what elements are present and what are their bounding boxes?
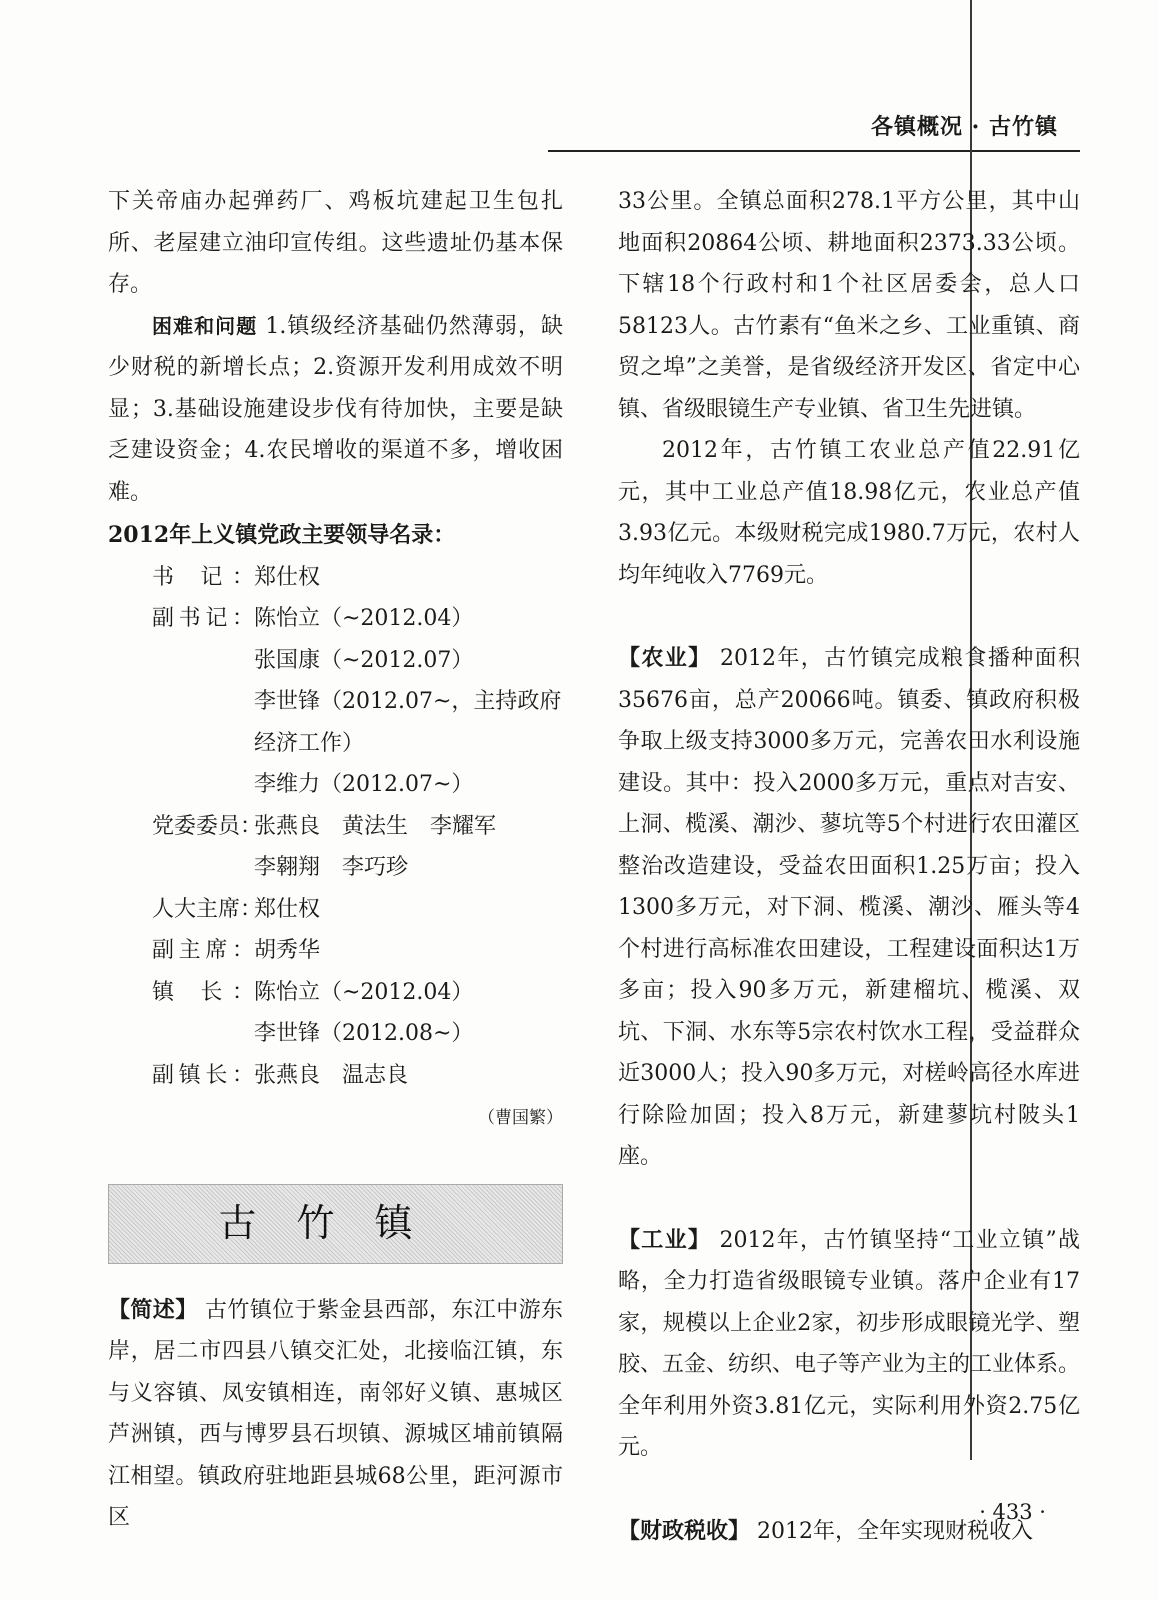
leader-names — [254, 930, 563, 972]
leader-name: 张燕良 黄法生 李耀军 — [254, 813, 497, 839]
intro-heading: 【简述】 — [108, 1296, 198, 1323]
leader-row — [108, 972, 563, 1055]
author-signature: （曹国繁） — [478, 1108, 563, 1128]
industry-paragraph — [618, 1220, 1080, 1469]
agriculture-text: 2012年，古竹镇完成粮食播种面积35676亩，总产20066吨。镇委、镇政府积极争取上级支持3000多万元，完善农田水利设施建设。其中：投入2000多万元，重点对吉安、上洞、榄溪、潮沙、蓼坑等5个村进行农田灌区整治改造建设，受益农田面积1.25万亩；投入1300多万元，对下洞、榄溪、潮沙、雁头等4个村进行高标准农田建设，工程建设面积达1万多亩；投入90多万元，新建榴坑、榄溪、双坑、下洞、水东等5宗农村饮水工程，受益群众近3000人；投入90多万元，对槎岭高径水库进行除险加固；投入8万元，新建蓼坑村陂头1座。 — [618, 646, 1080, 1169]
leader-names — [254, 598, 563, 806]
industry-heading: 【工业】 — [618, 1226, 712, 1253]
leaders-title: 2012年上义镇党政主要领导名录： — [108, 522, 456, 548]
difficulties-heading: 困难和问题 — [152, 313, 258, 338]
leader-row — [108, 806, 563, 889]
output-paragraph: 2012年，古竹镇工农业总产值22.91亿元，其中工业总产值18.98亿元，农业总产值3.93亿元。本级财税完成1980.7万元，农村人均年纯收入7769元。 — [618, 438, 1080, 588]
leader-names — [254, 806, 563, 889]
intro-paragraph — [108, 1290, 563, 1539]
leader-name: 张国康（~2012.07） — [254, 647, 474, 673]
leader-row — [108, 930, 563, 972]
leaders-list — [108, 557, 563, 1097]
leader-name: 郑仕权 — [254, 564, 321, 590]
leader-name: 李世锋（2012.08~） — [254, 1021, 474, 1046]
agriculture-paragraph — [618, 638, 1080, 1178]
right-column — [618, 181, 1080, 1552]
leader-role: 党委委员： — [152, 813, 263, 839]
finance-text: 2012年，全年实现财税收入 — [757, 1518, 1034, 1544]
header-section: 各镇概况 — [870, 114, 963, 140]
leader-names — [254, 972, 563, 1055]
difficulties-paragraph — [108, 306, 563, 514]
town-title-banner: 古竹镇 — [108, 1184, 563, 1264]
left-column — [108, 181, 563, 1539]
leader-row — [108, 889, 563, 931]
leader-role: 人大主席： — [152, 896, 263, 922]
difficulties-text: 1.镇级经济基础仍然薄弱，缺少财税的新增长点；2.资源开发利用成效不明显；3.基础设施建设步伐有待加快，主要是缺乏建设资金；4.农民增收的渠道不多，增收困难。 — [108, 313, 564, 505]
leader-name: 李维力（2012.07~） — [254, 772, 474, 797]
intro-continued: 33公里。全镇总面积278.1平方公里，其中山地面积20864公顷、耕地面积2373.33公顷。下辖18个行政村和1个社区居委会，总人口58123人。古竹素有“鱼米之乡、工业重镇、商贸之埠”之美誉，是省级经济开发区、省定中心镇、省级眼镜生产专业镇、省卫生先进镇。 — [618, 189, 1080, 422]
leader-row — [108, 598, 563, 806]
leader-role: 镇 长： — [152, 979, 254, 1005]
leader-role: 副主席： — [152, 938, 254, 963]
leader-name: 郑仕权 — [254, 896, 321, 922]
leader-names — [254, 557, 563, 599]
leader-role: 副书记： — [152, 606, 254, 631]
leader-role: 书 记： — [152, 564, 254, 590]
header-separator: · — [971, 114, 981, 140]
finance-heading: 【财政税收】 — [618, 1517, 751, 1544]
leader-name: 陈怡立（~2012.04） — [254, 979, 474, 1005]
leader-name: 陈怡立（~2012.04） — [254, 606, 474, 631]
leader-names — [254, 1055, 563, 1097]
header-rule — [548, 150, 1080, 152]
header-town: 古竹镇 — [988, 114, 1058, 140]
intro-text: 古竹镇位于紫金县西部，东江中游东岸，居二市四县八镇交汇处，北接临江镇，东与义容镇、凤安镇相连，南邻好义镇、惠城区芦洲镇，西与博罗县石坝镇、源城区埔前镇隔江相望。镇政府驻地距县城68公里，距河源市区 — [108, 1297, 563, 1530]
leader-row — [108, 557, 563, 599]
leader-name: 胡秀华 — [254, 938, 321, 963]
leader-name: 李世锋（2012.07~，主持政府经济工作） — [254, 689, 562, 756]
leader-role: 副镇长： — [152, 1062, 254, 1088]
agriculture-heading: 【农业】 — [618, 645, 712, 671]
leader-row — [108, 1055, 563, 1097]
running-header — [871, 110, 1058, 141]
leader-names — [254, 889, 563, 931]
leader-name: 张燕良 温志良 — [254, 1062, 409, 1088]
industry-text: 2012年，古竹镇坚持“工业立镇”战略，全力打造省级眼镜专业镇。落户企业有17家，规模以上企业2家，初步形成眼镜光学、塑胶、五金、纺织、电子等产业为主的工业体系。全年利用外资3.81亿元，实际利用外资2.75亿元。 — [618, 1227, 1081, 1460]
page-number: · 433 · — [979, 1500, 1046, 1524]
leader-name: 李翱翔 李巧珍 — [254, 855, 409, 880]
continued-paragraph: 下关帝庙办起弹药厂、鸡板坑建起卫生包扎所、老屋建立油印宣传组。这些遗址仍基本保存。 — [108, 189, 563, 297]
